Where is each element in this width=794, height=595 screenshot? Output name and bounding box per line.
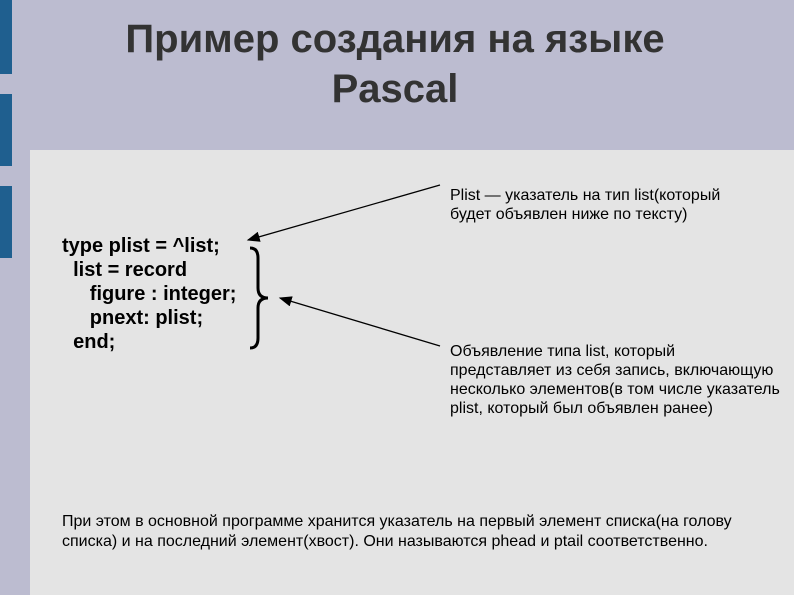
- code-line: figure : integer;: [62, 283, 237, 305]
- code-block: [62, 234, 236, 354]
- slide-title-line-2: Pascal: [331, 67, 459, 111]
- side-bar-2: [0, 94, 12, 166]
- code-line: pnext: plist;: [62, 307, 204, 329]
- decorative-side-bars: [0, 0, 14, 595]
- code-line: type plist = ^list;: [62, 235, 220, 257]
- code-line: end;: [62, 331, 116, 353]
- slide-title-line-1: Пример создания на языке: [125, 17, 665, 61]
- curly-brace-icon: [246, 246, 272, 350]
- code-line: list = record: [62, 259, 188, 281]
- side-bar-3: [0, 186, 12, 258]
- side-bar-1: [0, 0, 12, 74]
- footer-text: При этом в основной программе хранится указатель на первый элемент списка(на голову списка) и на последний элемент(хвост). Они называются phead и ptail соответственно.: [62, 513, 732, 550]
- slide-title: [30, 14, 760, 114]
- annotation-pointer-type: Plist — указатель на тип list(который будет объявлен ниже по тексту): [450, 187, 721, 223]
- annotation-record-type: Объявление типа list, который представляет из себя запись, включающую несколько элементов(в том числе указатель plist, который был объявлен ранее): [450, 343, 780, 417]
